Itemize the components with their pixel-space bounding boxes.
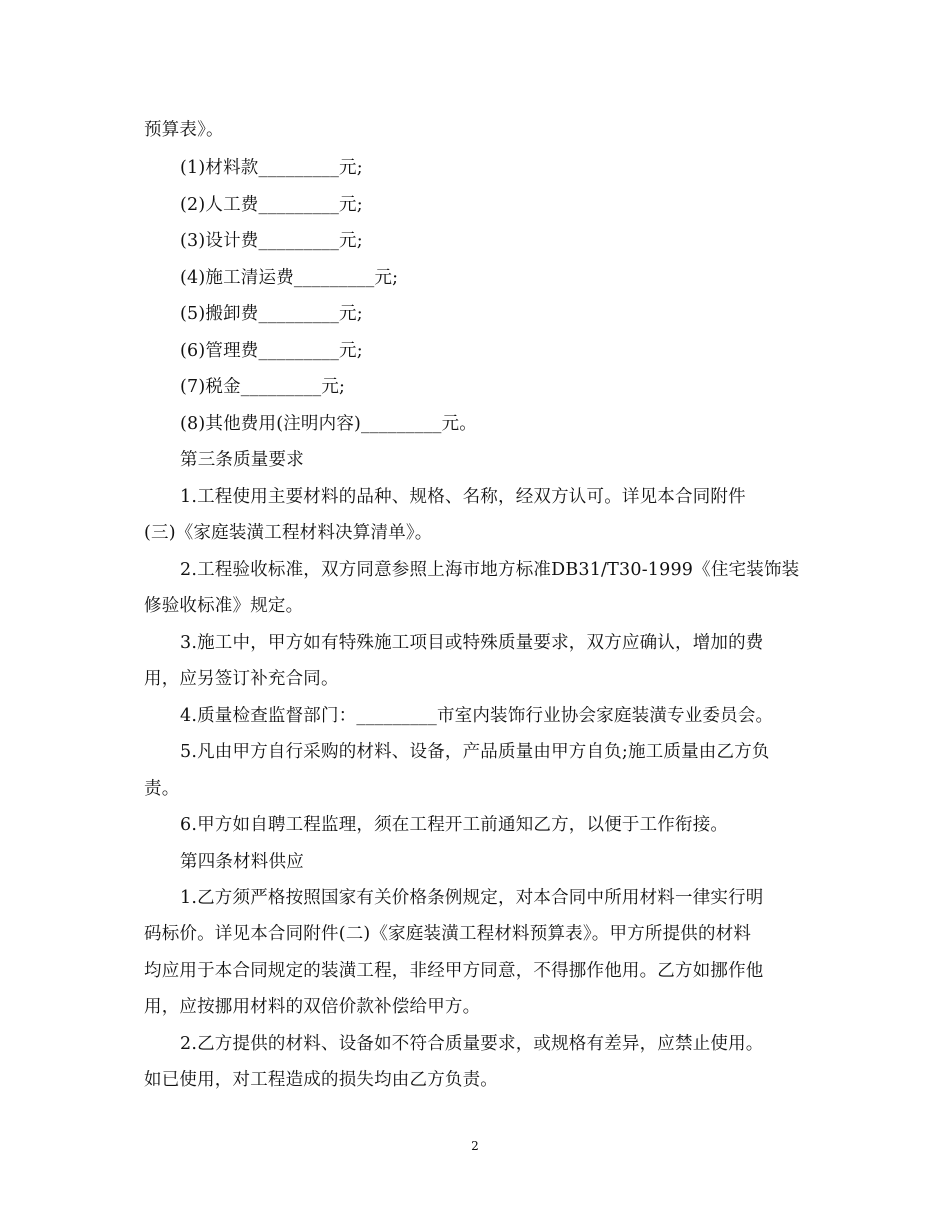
section-heading-quality: 第三条质量要求	[180, 450, 304, 470]
paragraph-line: 4.质量检查监督部门：_________市室内装饰行业协会家庭装潢专业委员会。	[180, 706, 774, 726]
paragraph-line: 5.凡由甲方自行采购的材料、设备，产品质量由甲方自负;施工质量由乙方负	[180, 742, 770, 762]
budget-item-tax: (7)税金_________元;	[180, 377, 346, 397]
budget-item-other: (8)其他费用(注明内容)_________元。	[180, 414, 477, 434]
paragraph-line: 2.工程验收标准，双方同意参照上海市地方标准DB31/T30-1999《住宅装饰装	[180, 560, 800, 580]
budget-item-handling: (5)搬卸费_________元;	[180, 304, 363, 324]
paragraph-line: 用，应按挪用材料的双倍价款补偿给甲方。	[144, 997, 481, 1017]
budget-item-cleanup: (4)施工清运费_________元;	[180, 268, 399, 288]
budget-item-design: (3)设计费_________元;	[180, 231, 363, 251]
paragraph-line: 3.施工中，甲方如有特殊施工项目或特殊质量要求，双方应确认，增加的费	[180, 633, 764, 653]
paragraph-line: 如已使用，对工程造成的损失均由乙方负责。	[144, 1070, 498, 1090]
paragraph-line: 6.甲方如自聘工程监理，须在工程开工前通知乙方，以便于工作衔接。	[180, 815, 729, 835]
paragraph-line: 均应用于本合同规定的装潢工程，非经甲方同意，不得挪作他用。乙方如挪作他	[144, 961, 764, 981]
paragraph-line: 修验收标准》规定。	[144, 596, 304, 616]
section-heading-materials: 第四条材料供应	[180, 852, 304, 872]
paragraph-line: 1.乙方须严格按照国家有关价格条例规定，对本合同中所用材料一律实行明	[180, 888, 764, 908]
paragraph-line: 码标价。详见本合同附件(二)《家庭装潢工程材料预算表》。甲方所提供的材料	[144, 924, 752, 944]
paragraph-line: 用，应另签订补充合同。	[144, 669, 339, 689]
paragraph-line: 1.工程使用主要材料的品种、规格、名称，经双方认可。详见本合同附件	[180, 487, 746, 507]
budget-item-materials: (1)材料款_________元;	[180, 158, 363, 178]
paragraph-line: 2.乙方提供的材料、设备如不符合质量要求，或规格有差异，应禁止使用。	[180, 1034, 764, 1054]
paragraph-line: (三)《家庭装潢工程材料决算清单》。	[144, 523, 433, 543]
paragraph-line: 责。	[144, 779, 180, 799]
budget-item-labor: (2)人工费_________元;	[180, 195, 363, 215]
page-number: 2	[471, 1139, 479, 1153]
budget-item-management: (6)管理费_________元;	[180, 341, 363, 361]
text-line: 预算表》。	[144, 120, 224, 140]
